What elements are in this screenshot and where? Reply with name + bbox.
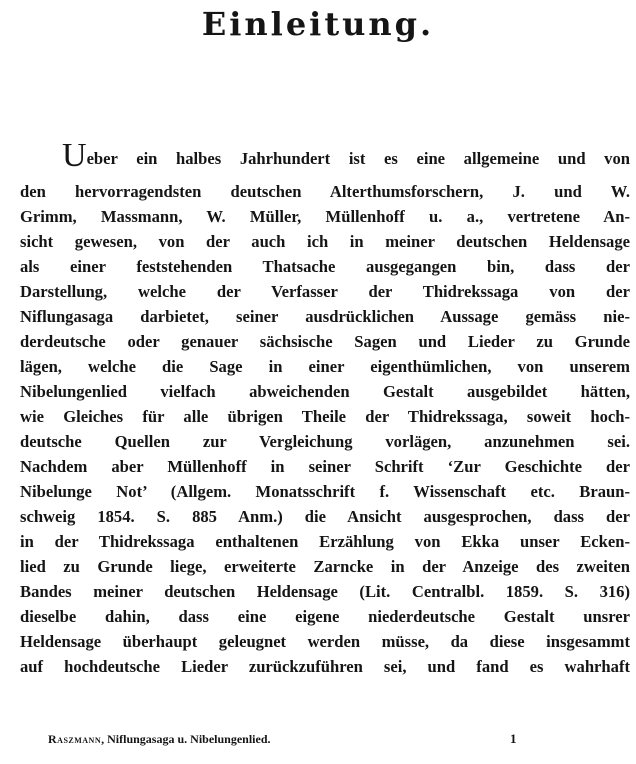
page-title: Einleitung. (201, 5, 435, 43)
text-line-8: derdeutsche oder genauer sächsische Sagen und Lieder zu Grunde (20, 332, 630, 351)
text-line-15: schweig 1854. S. 885 Anm.) die Ansicht ausgesprochen, dass der (20, 507, 630, 526)
text-line-21: auf hochdeutsche Lieder zurückzuführen sei, und fand es wahrhaft (20, 657, 630, 676)
drop-cap: U (62, 137, 87, 174)
footer-author: Raszmann (48, 732, 102, 746)
text-line-11: wie Gleiches für alle übrigen Theile der Thidrekssaga, soweit hoch- (20, 407, 630, 426)
text-line-1-rest: eber ein halbes Jahrhundert ist es eine allgemeine und von (86, 149, 630, 168)
text-line-9: lägen, welche die Sage in einer eigenthümlichen, von unserem (20, 357, 630, 376)
text-line-1 (20, 139, 630, 179)
text-line-16: in der Thidrekssaga enthaltenen Erzählung von Ekka unser Ecken- (20, 532, 630, 551)
text-line-2: den hervorragendsten deutschen Alterthumsforschern, J. und W. (20, 182, 630, 201)
text-line-17: lied zu Grunde liege, erweiterte Zarncke in der Anzeige des zweiten (20, 557, 630, 576)
text-line-7: Niflungasaga darbietet, seiner ausdrücklichen Aussage gemäss nie- (20, 307, 630, 326)
page-number: 1 (510, 731, 517, 746)
text-line-14: Nibelunge Not’ (Allgem. Monatsschrift f. Wissenschaft etc. Braun- (20, 482, 630, 501)
footer-book-title: , Niflungasaga u. Nibelungenlied. (101, 732, 271, 746)
text-line-10: Nibelungenlied vielfach abweichenden Gestalt ausgebildet hätten, (20, 382, 630, 401)
page-footer (48, 728, 608, 750)
text-line-20: Heldensage überhaupt geleugnet werden müsse, da diese insgesammt (20, 632, 630, 651)
text-line-6: Darstellung, welche der Verfasser der Thidrekssaga von der (20, 282, 630, 301)
text-line-13: Nachdem aber Müllenhoff in seiner Schrift ‘Zur Geschichte der (20, 457, 630, 476)
text-line-19: dieselbe dahin, dass eine eigene niederdeutsche Gestalt unsrer (20, 607, 630, 626)
body-paragraph (20, 139, 630, 679)
text-line-5: als einer feststehenden Thatsache ausgegangen bin, dass der (20, 257, 630, 276)
text-line-3: Grimm, Massmann, W. Müller, Müllenhoff u. a., vertretene An- (20, 207, 630, 226)
text-line-12: deutsche Quellen zur Vergleichung vorlägen, anzunehmen sei. (20, 432, 630, 451)
text-line-4: sicht gewesen, von der auch ich in meiner deutschen Heldensage (20, 232, 630, 251)
text-line-18: Bandes meiner deutschen Heldensage (Lit. Centralbl. 1859. S. 316) (20, 582, 630, 601)
